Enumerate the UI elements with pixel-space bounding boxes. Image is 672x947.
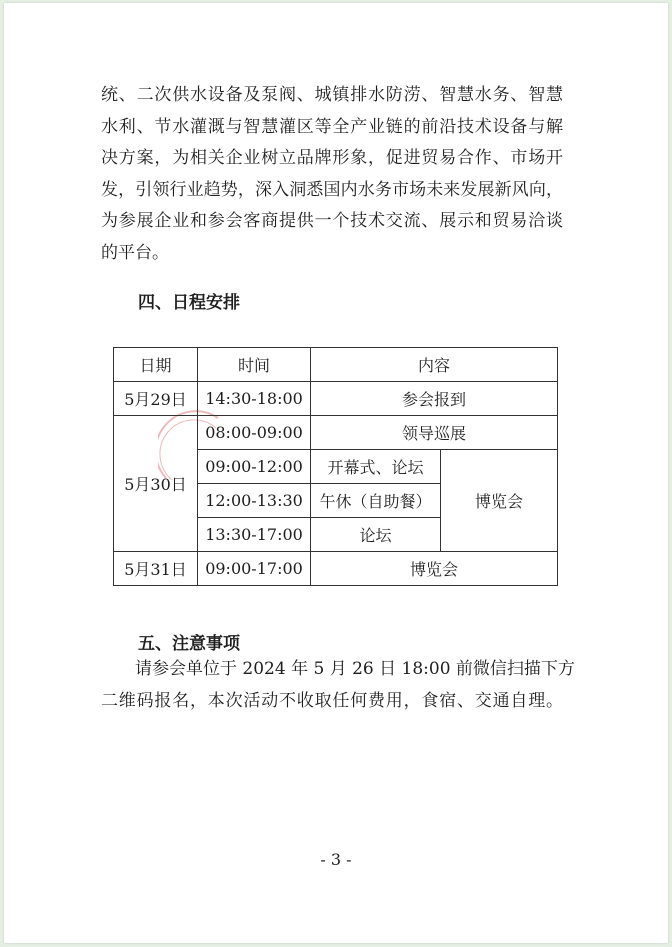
cell-content: 领导巡展 [311,416,558,450]
intro-line: 发，引领行业趋势，深入洞悉国内水务市场未来发展新风向， [101,179,563,200]
intro-line: 水利、节水灌溉与智慧灌区等全产业链的前沿技术设备与解 [101,116,563,137]
table-header-row [114,348,558,382]
schedule-table [113,347,558,586]
cell-time: 12:00-13:30 [198,484,311,518]
header-date: 日期 [114,348,198,382]
notice-paragraph [101,654,575,717]
cell-time: 13:30-17:00 [198,518,311,552]
intro-line: 决方案，为相关企业树立品牌形象，促进贸易合作、市场开 [101,148,563,169]
intro-line: 为参展企业和参会客商提供一个技术交流、展示和贸易洽谈 [101,211,563,232]
header-content: 内容 [311,348,558,382]
page-number: - 3 - [320,850,352,869]
section5-heading: 五、注意事项 [138,634,240,654]
cell-time: 09:00-17:00 [198,552,311,586]
intro-paragraph [101,80,563,270]
cell-content: 参会报到 [311,382,558,416]
cell-time: 09:00-12:00 [198,450,311,484]
cell-expo: 博览会 [441,450,558,552]
cell-time: 08:00-09:00 [198,416,311,450]
cell-content: 博览会 [311,552,558,586]
section4-heading: 四、日程安排 [138,293,240,313]
cell-content: 论坛 [311,518,441,552]
cell-time: 14:30-18:00 [198,382,311,416]
header-time: 时间 [198,348,311,382]
table-row [114,552,558,586]
intro-line: 的平台。 [101,242,169,263]
cell-content: 午休（自助餐） [311,484,441,518]
cell-content: 开幕式、论坛 [311,450,441,484]
table-row [114,382,558,416]
cell-date: 5月30日 [114,416,198,552]
intro-line: 统、二次供水设备及泵阀、城镇排水防涝、智慧水务、智慧 [101,85,563,105]
cell-date: 5月31日 [114,552,198,586]
cell-date: 5月29日 [114,382,198,416]
notice-line: 二维码报名，本次活动不收取任何费用，食宿、交通自理。 [101,690,563,711]
table-row [114,416,558,450]
notice-line: 请参会单位于 2024 年 5 月 26 日 18:00 前微信扫描下方 [135,659,575,679]
